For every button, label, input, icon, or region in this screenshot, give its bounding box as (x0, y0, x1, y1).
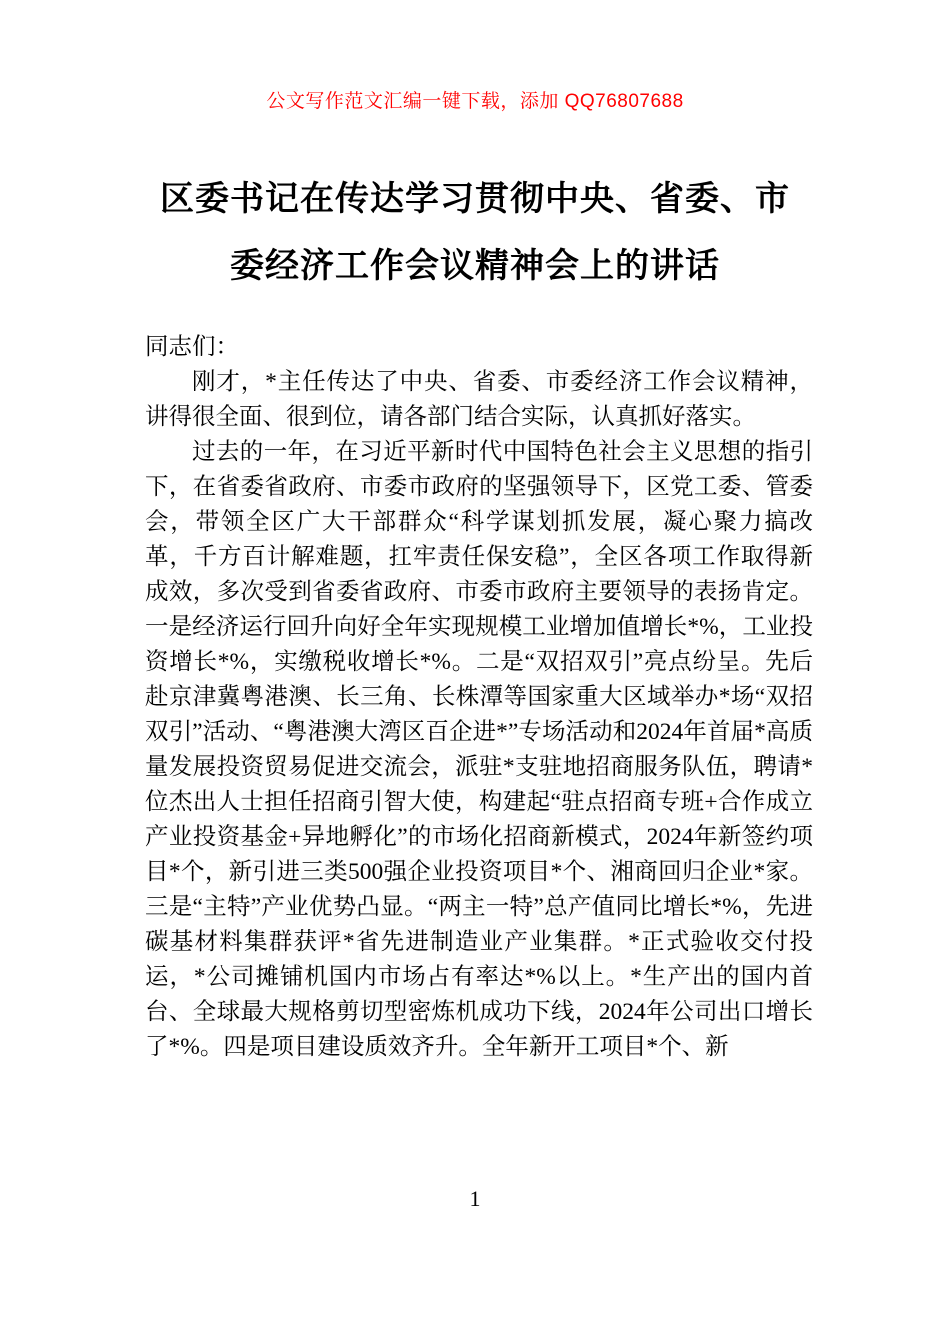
title-line-2: 委经济工作会议精神会上的讲话 (230, 247, 720, 285)
salutation: 同志们： (145, 334, 239, 360)
document-body (145, 330, 813, 1065)
paragraph-intro: 刚才，*主任传达了中央、省委、市委经济工作会议精神，讲得很全面、很到位，请各部门结合实际，认真抓好落实。 (145, 369, 813, 430)
title-line-1: 区委书记在传达学习贯彻中央、省委、市 (160, 180, 790, 218)
page-number: 1 (469, 1186, 481, 1211)
paragraph-review: 过去的一年，在习近平新时代中国特色社会主义思想的指引下，在省委省政府、市委市政府的坚强领导下，区党工委、管委会，带领全区广大干部群众“科学谋划抓发展，凝心聚力搞改革，千方百计解难题，扛牢责任保安稳”，全区各项工作取得新成效，多次受到省委省政府、市委市政府主要领导的表扬肯定。一是经济运行回升向好全年实现规模工业增加值增长*%，工业投资增长*%，实缴税收增长*%。二是“双招双引”亮点纷呈。先后赴京津冀粤港澳、长三角、长株潭等国家重大区域举办*场“双招双引”活动、“粤港澳大湾区百企进*”专场活动和2024年首届*高质量发展投资贸易促进交流会，派驻*支驻地招商服务队伍，聘请*位杰出人士担任招商引智大使，构建起“驻点招商专班+合作成立产业投资基金+异地孵化”的市场化招商新模式，2024年新签约项目*个，新引进三类500强企业投资项目*个、湘商回归企业*家。三是“主特”产业优势凸显。“两主一特”总产值同比增长*%，先进碳基材料集群获评*省先进制造业产业集群。*正式验收交付投运，*公司摊铺机国内市场占有率达*%以上。*生产出的国内首台、全球最大规格剪切型密炼机成功下线，2024年公司出口增长了*%。四是项目建设质效齐升。全年新开工项目*个、新 (145, 439, 813, 1060)
promo-header: 公文写作范文汇编一键下载，添加 QQ76807688 (266, 91, 684, 112)
document-title (100, 166, 850, 300)
